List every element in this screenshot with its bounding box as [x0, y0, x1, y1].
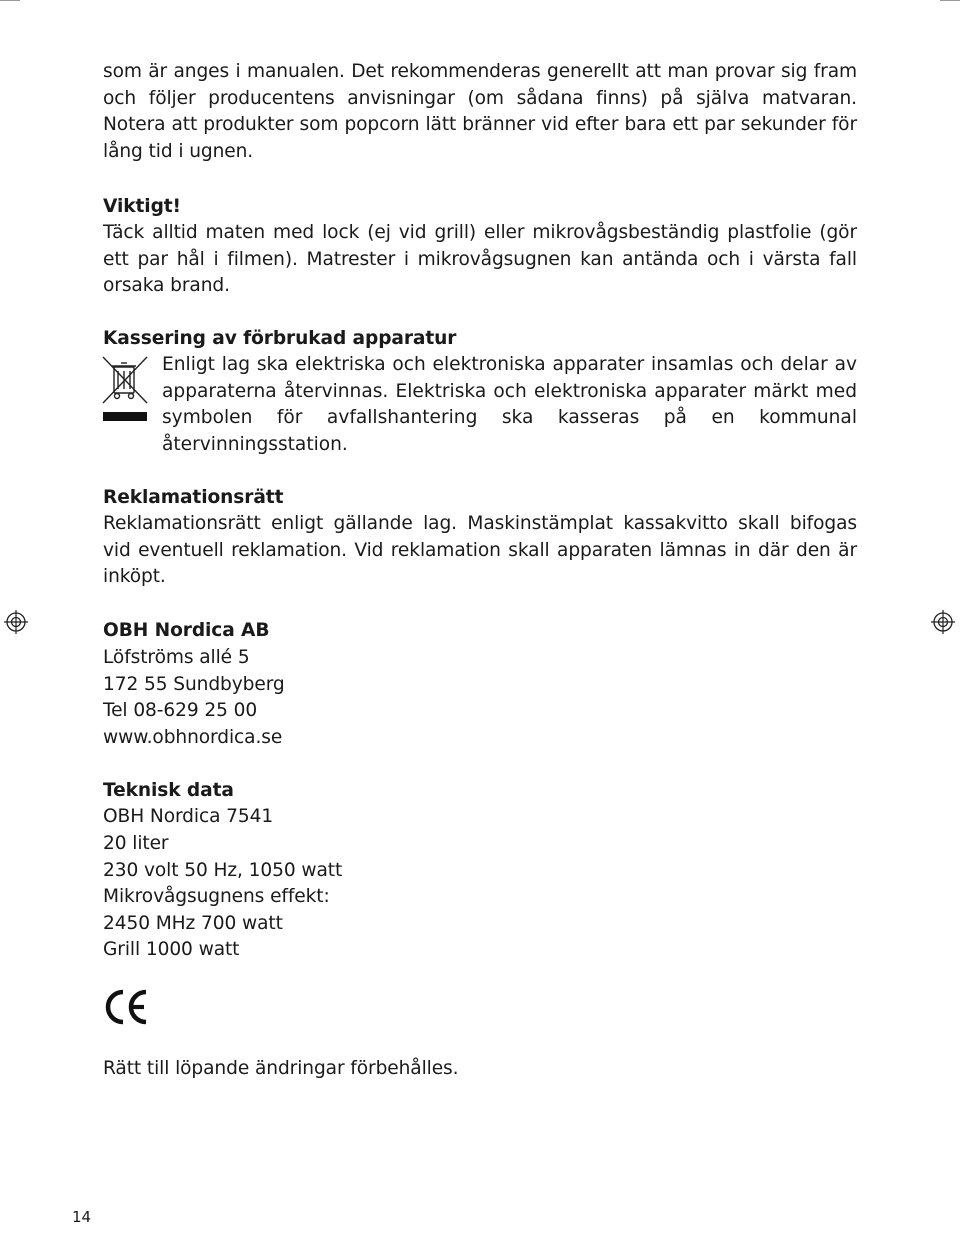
tech-line: 2450 MHz 700 watt	[103, 913, 283, 934]
warranty-paragraph: Reklamationsrätt enligt gällande lag. Maskinstämplat kassakvitto skall bifogas vid eventuell reklamation. Vid reklamation skall apparaten lämnas in där den är inköpt.	[103, 513, 857, 588]
company-city: 172 55 Sundbyberg	[103, 674, 285, 695]
disposal-heading: Kassering av förbrukad apparatur	[103, 328, 457, 349]
disclaimer: Rätt till löpande ändringar förbehålles.	[103, 1058, 459, 1079]
tech-line: Mikrovågsugnens effekt:	[103, 886, 330, 907]
company-street: Löfströms allé 5	[103, 647, 250, 668]
important-paragraph: Täck alltid maten med lock (ej vid grill) eller mikrovågsbeständig plastfolie (gör ett par hål i filmen). Matrester i mikrovågsugnen kan antända och i värsta fall orsaka brand.	[103, 222, 857, 297]
page-number: 14	[72, 1208, 92, 1226]
warranty-heading: Reklamationsrätt	[103, 487, 284, 508]
tech-heading: Teknisk data	[103, 780, 234, 801]
crop-mark-icon	[940, 0, 960, 20]
registration-mark-icon	[931, 610, 955, 634]
company-website[interactable]: www.obhnordica.se	[103, 727, 283, 748]
important-heading: Viktigt!	[103, 196, 181, 217]
tech-line: Grill 1000 watt	[103, 939, 240, 960]
disposal-paragraph: Enligt lag ska elektriska och elektroniska apparater insamlas och delar av apparaterna återvinnas. Elektriska och elektroniska apparater märkt med symbolen för avfallshantering ska kasseras på en kommunal återvinningsstation.	[162, 354, 857, 455]
company-phone: Tel 08-629 25 00	[103, 700, 258, 721]
tech-line: OBH Nordica 7541	[103, 806, 274, 827]
tech-line: 20 liter	[103, 833, 169, 854]
company-name: OBH Nordica AB	[103, 620, 270, 641]
registration-mark-icon	[4, 610, 28, 634]
tech-line: 230 volt 50 Hz, 1050 watt	[103, 860, 343, 881]
crop-mark-icon	[0, 0, 20, 20]
crossed-out-wheelie-bin-icon	[101, 355, 149, 427]
ce-mark-icon	[103, 989, 149, 1025]
intro-paragraph: som är anges i manualen. Det rekommenderas generellt att man provar sig fram och följer producentens anvisningar (om sådana finns) på själva matvaran. Notera att produkter som popcorn lätt bränner vid efter bara ett par sekunder för lång tid i ugnen.	[103, 61, 857, 162]
